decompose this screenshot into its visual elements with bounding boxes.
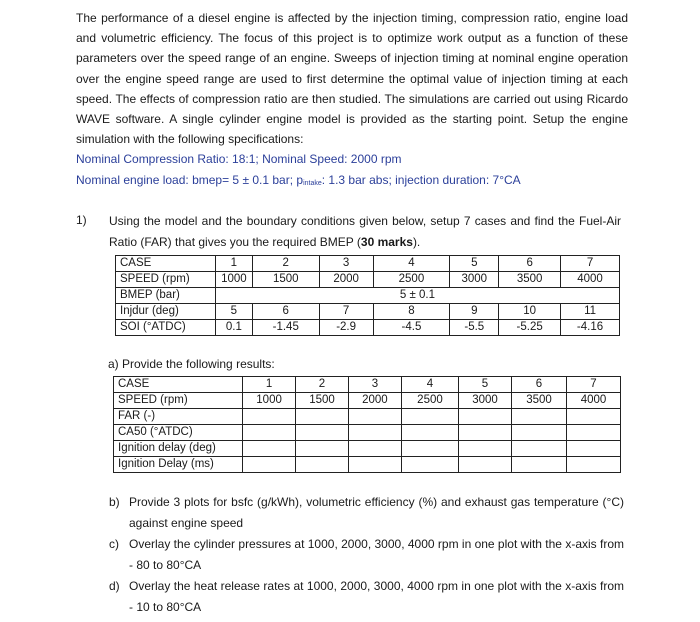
table-cell: 5 — [215, 304, 252, 320]
table-cell: -1.45 — [252, 320, 319, 336]
bmep-value-cell: 5 ± 0.1 — [215, 288, 619, 304]
table-cell: 4000 — [561, 272, 620, 288]
empty-cell — [348, 457, 401, 473]
table-cell: 3000 — [459, 393, 512, 409]
table-cell: -4.5 — [373, 320, 450, 336]
table-cell: 9 — [450, 304, 499, 320]
empty-cell — [459, 409, 512, 425]
table-cell: 3000 — [450, 272, 499, 288]
empty-cell — [296, 409, 349, 425]
table-cell: 2 — [296, 377, 349, 393]
table-cell: 2000 — [348, 393, 401, 409]
row-label-far: FAR (-) — [114, 409, 243, 425]
empty-cell — [243, 457, 296, 473]
empty-cell — [511, 409, 566, 425]
table-cell: 1000 — [215, 272, 252, 288]
row-label-ignition-delay-ms: Ignition Delay (ms) — [114, 457, 243, 473]
empty-cell — [296, 425, 349, 441]
item-text: Provide 3 plots for bsfc (g/kWh), volumetric efficiency (%) and exhaust gas temperature (°C) against engine speed — [129, 495, 624, 530]
table-cell: -5.25 — [499, 320, 561, 336]
empty-cell — [348, 441, 401, 457]
table-cell: 4 — [401, 377, 458, 393]
empty-cell — [296, 457, 349, 473]
table-row — [114, 409, 621, 425]
table-cell: 0.1 — [215, 320, 252, 336]
row-label-case: CASE — [116, 256, 216, 272]
table-cell: 3 — [319, 256, 373, 272]
table-cell: 1500 — [252, 272, 319, 288]
table-cell: 5 — [450, 256, 499, 272]
table-cell: 2 — [252, 256, 319, 272]
table-row — [116, 272, 620, 288]
table-row — [114, 377, 621, 393]
question-marks: 30 marks — [360, 235, 413, 249]
table-row — [114, 425, 621, 441]
table-cell: 1500 — [296, 393, 349, 409]
task-list — [109, 492, 624, 618]
empty-cell — [459, 425, 512, 441]
results-table — [113, 376, 621, 473]
table-cell: 2500 — [401, 393, 458, 409]
table-cell: 10 — [499, 304, 561, 320]
table-cell: 6 — [511, 377, 566, 393]
empty-cell — [511, 425, 566, 441]
table-cell: 7 — [561, 256, 620, 272]
list-item — [109, 492, 624, 534]
item-text: Overlay the cylinder pressures at 1000, 2000, 3000, 4000 rpm in one plot with the x-axis from - 80 to 80°CA — [129, 537, 624, 572]
table-cell: 1 — [243, 377, 296, 393]
empty-cell — [567, 425, 621, 441]
table-cell: 3500 — [511, 393, 566, 409]
spec-load-prefix: Nominal engine load: bmep= 5 ± 0.1 bar; p — [76, 173, 304, 187]
row-label-injdur: Injdur (deg) — [116, 304, 216, 320]
empty-cell — [296, 441, 349, 457]
empty-cell — [243, 441, 296, 457]
spec-intake-subscript: intake — [303, 180, 322, 187]
part-a-heading: a) Provide the following results: — [108, 357, 275, 371]
row-label-ignition-delay-deg: Ignition delay (deg) — [114, 441, 243, 457]
table-cell: 6 — [499, 256, 561, 272]
table-cell: 1000 — [243, 393, 296, 409]
table-cell: -2.9 — [319, 320, 373, 336]
empty-cell — [459, 457, 512, 473]
table-cell: -4.16 — [561, 320, 620, 336]
table-row — [114, 393, 621, 409]
item-marker: c) — [109, 537, 119, 551]
question-text — [109, 211, 621, 253]
empty-cell — [243, 425, 296, 441]
row-label-speed: SPEED (rpm) — [116, 272, 216, 288]
table-cell: 11 — [561, 304, 620, 320]
empty-cell — [567, 409, 621, 425]
table-cell: 7 — [567, 377, 621, 393]
row-label-bmep: BMEP (bar) — [116, 288, 216, 304]
table-cell: 4000 — [567, 393, 621, 409]
table-cell: -5.5 — [450, 320, 499, 336]
table-cell: 8 — [373, 304, 450, 320]
table-row — [116, 320, 620, 336]
empty-cell — [243, 409, 296, 425]
table-cell: 5 — [459, 377, 512, 393]
table-cell: 3500 — [499, 272, 561, 288]
table-row — [116, 304, 620, 320]
table-cell: 2000 — [319, 272, 373, 288]
empty-cell — [567, 441, 621, 457]
empty-cell — [401, 441, 458, 457]
table-cell: 1 — [215, 256, 252, 272]
empty-cell — [511, 441, 566, 457]
list-item — [109, 534, 624, 576]
table-cell: 4 — [373, 256, 450, 272]
boundary-conditions-table — [115, 255, 620, 336]
table-row — [116, 256, 620, 272]
table-cell: 3 — [348, 377, 401, 393]
empty-cell — [348, 409, 401, 425]
table-row — [114, 441, 621, 457]
spec-load-suffix: : 1.3 bar abs; injection duration: 7°CA — [321, 173, 521, 187]
empty-cell — [567, 457, 621, 473]
empty-cell — [348, 425, 401, 441]
question-number: 1) — [76, 213, 87, 227]
table-cell: 6 — [252, 304, 319, 320]
spec-load-intake — [76, 173, 521, 187]
item-text: Overlay the heat release rates at 1000, 2000, 3000, 4000 rpm in one plot with the x-axis from - 10 to 80°CA — [129, 579, 624, 614]
empty-cell — [401, 425, 458, 441]
empty-cell — [401, 409, 458, 425]
empty-cell — [511, 457, 566, 473]
item-marker: b) — [109, 495, 120, 509]
row-label-ca50: CA50 (°ATDC) — [114, 425, 243, 441]
table-cell: 2500 — [373, 272, 450, 288]
table-cell: 7 — [319, 304, 373, 320]
empty-cell — [459, 441, 512, 457]
question-text-after: ). — [412, 235, 421, 249]
empty-cell — [401, 457, 458, 473]
row-label-speed: SPEED (rpm) — [114, 393, 243, 409]
table-row — [116, 288, 620, 304]
row-label-soi: SOI (°ATDC) — [116, 320, 216, 336]
question-text-before: Using the model and the boundary conditions given below, setup 7 cases and find the Fuel-Air Ratio (FAR) that gives you the required BMEP ( — [109, 214, 621, 249]
spec-compression-speed: Nominal Compression Ratio: 18:1; Nominal Speed: 2000 rpm — [76, 152, 402, 166]
table-row — [114, 457, 621, 473]
item-marker: d) — [109, 579, 120, 593]
list-item — [109, 576, 624, 618]
intro-paragraph: The performance of a diesel engine is affected by the injection timing, compression ratio, engine load and volumetric efficiency. The focus of this project is to optimize work output as a function of these parameters over the speed range of an engine. Sweeps of injection timing at nominal engine operation over the engine speed range are used to first determine the optimal value of injection timing at each speed. The effects of compression ratio are then studied. The simulations are carried out using Ricardo WAVE software. A single cylinder engine model is provided as the starting point. Setup the engine simulation with the following specifications: — [76, 11, 628, 147]
row-label-case: CASE — [114, 377, 243, 393]
